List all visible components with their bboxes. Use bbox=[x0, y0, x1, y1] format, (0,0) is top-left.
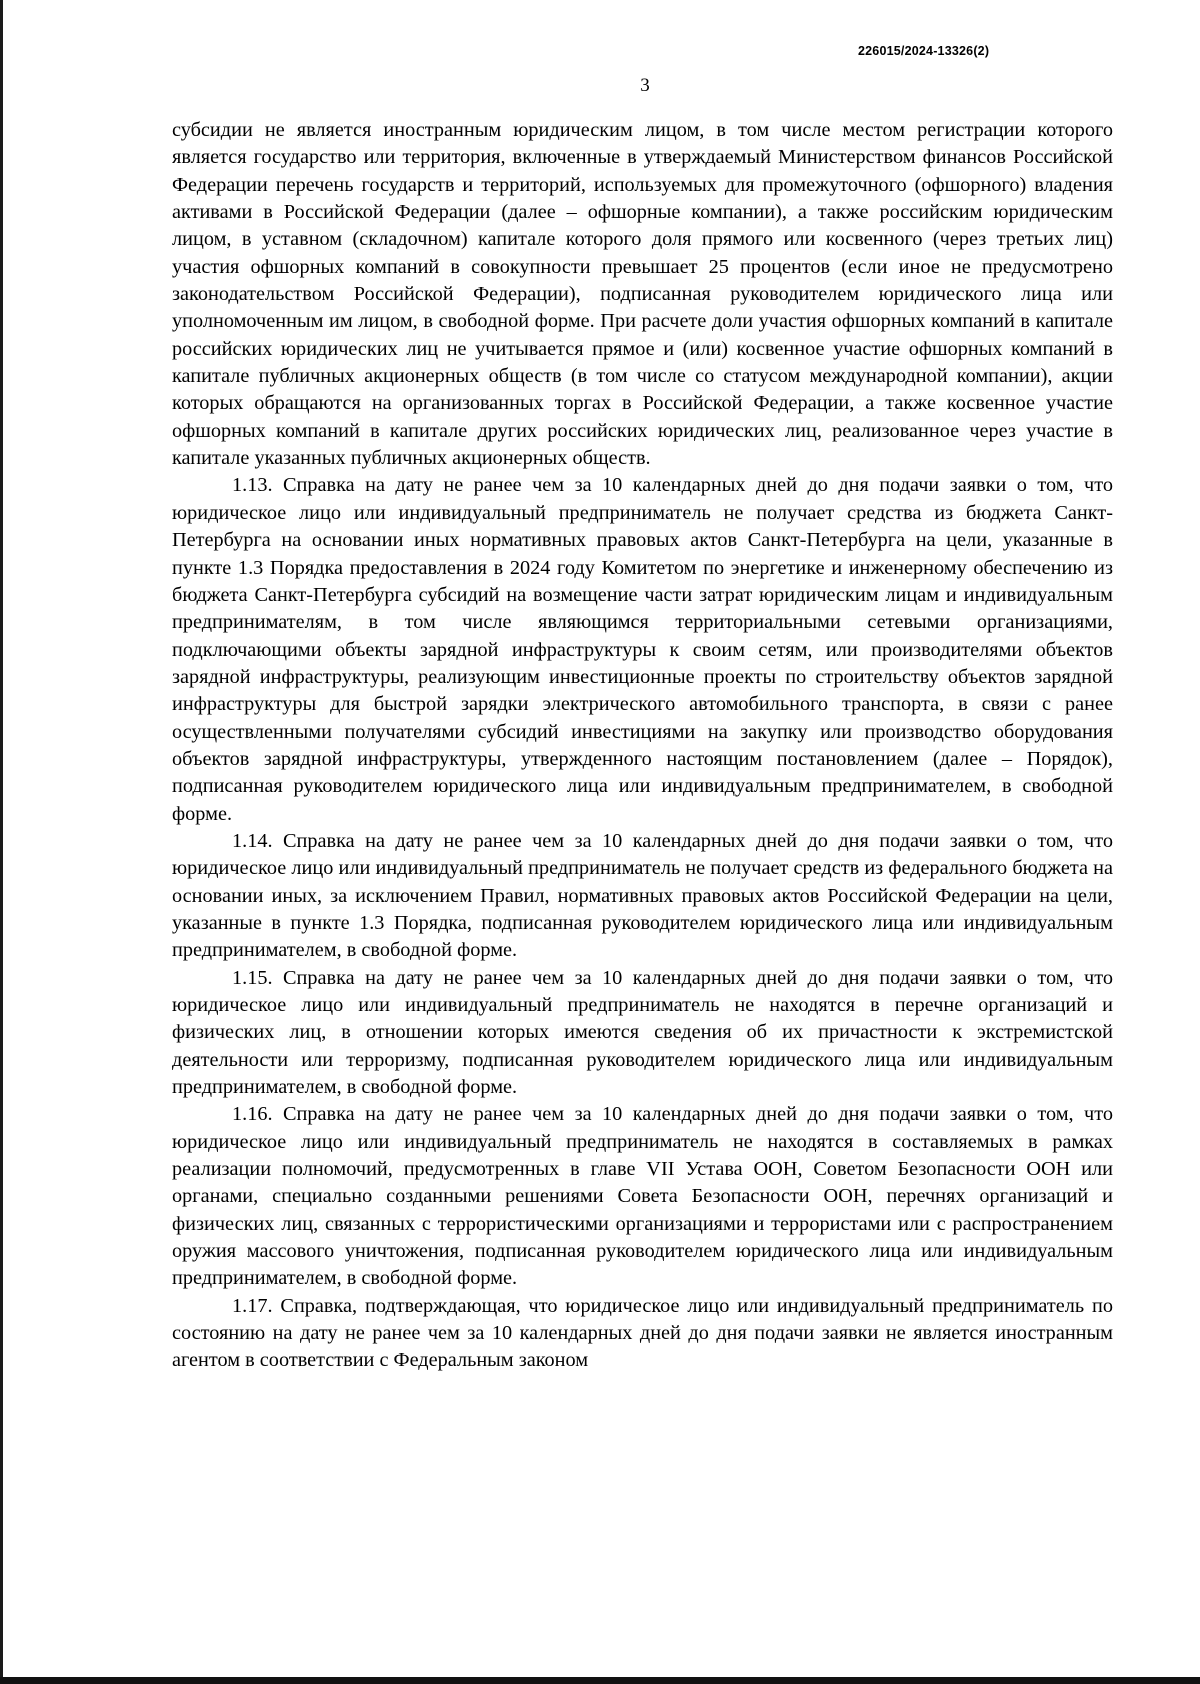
paragraph-1-13: 1.13. Справка на дату не ранее чем за 10 календарных дней до дня подачи заявки о том, что юридическое лицо или индивидуальный предприниматель не получает средства из бюджета Санкт-Петербурга на основании иных нормативных правовых актов Санкт-Петербурга на цели, указанные в пункте 1.3 Порядка предоставления в 2024 году Комитетом по энергетике и инженерному обеспечению из бюджета Санкт-Петербурга субсидий на возмещение части затрат юридическим лицам и индивидуальным предпринимателям, в том числе являющимся территориальными сетевыми организациями, подключающими объекты зарядной инфраструктуры к своим сетям, или производителями объектов зарядной инфраструктуры, реализующим инвестиционные проекты по строительству объектов зарядной инфраструктуры для быстрой зарядки электрического автомобильного транспорта, в связи с ранее осуществленными получателями субсидий инвестициями на закупку или производство оборудования объектов зарядной инфраструктуры, утвержденного настоящим постановлением (далее – Порядок), подписанная руководителем юридического лица или индивидуальным предпринимателем, в свободной форме. bbox=[172, 474, 1113, 825]
paragraph-1-17: 1.17. Справка, подтверждающая, что юридическое лицо или индивидуальный предприниматель по состоянию на дату не ранее чем за 10 календарных дней до дня подачи заявки не является иностранным агентом в соответствии с Федеральным законом bbox=[172, 1294, 1113, 1372]
paragraph-continuation: субсидии не является иностранным юридическим лицом, в том числе местом регистрации которого является государство или территория, включенные в утверждаемый Министерством финансов Российской Федерации перечень государств и территорий, используемых для промежуточного (офшорного) владения активами в Российской Федерации (далее – офшорные компании), а также российским юридическим лицом, в уставном (складочном) капитале которого доля прямого или косвенного (через третьих лиц) участия офшорных компаний в совокупности превышает 25 процентов (если иное не предусмотрено законодательством Российской Федерации), подписанная руководителем юридического лица или уполномоченным им лицом, в свободной форме. При расчете доли участия офшорных компаний в капитале российских юридических лиц не учитывается прямое и (или) косвенное участие офшорных компаний в капитале публичных акционерных обществ (в том числе со статусом международной компании), акции которых обращаются на организованных торгах в Российской Федерации, а также косвенное участие офшорных компаний в капитале других российских юридических лиц, реализованное через участие в капитале указанных публичных акционерных обществ. bbox=[172, 119, 1113, 470]
document-body bbox=[172, 117, 1113, 1375]
paragraph-1-16: 1.16. Справка на дату не ранее чем за 10 календарных дней до дня подачи заявки о том, что юридическое лицо или индивидуальный предприниматель не находятся в составляемых в рамках реализации полномочий, предусмотренных в главе VII Устава ООН, Советом Безопасности ООН или органами, специально созданными решениями Совета Безопасности ООН, перечнях организаций и физических лиц, связанных с террористическими организациями и террористами или с распространением оружия массового уничтожения, подписанная руководителем юридического лица или индивидуальным предпринимателем, в свободной форме. bbox=[172, 1103, 1113, 1290]
page-number: 3 bbox=[640, 75, 650, 96]
paragraph-1-15: 1.15. Справка на дату не ранее чем за 10 календарных дней до дня подачи заявки о том, что юридическое лицо или индивидуальный предприниматель не находятся в перечне организаций и физических лиц, в отношении которых имеются сведения об их причастности к экстремистской деятельности или терроризму, подписанная руководителем юридического лица или индивидуальным предпринимателем, в свободной форме. bbox=[172, 966, 1113, 1099]
document-number: 226015/2024-13326(2) bbox=[858, 44, 990, 58]
scan-edge-bottom bbox=[0, 1677, 1200, 1684]
paragraph-1-14: 1.14. Справка на дату не ранее чем за 10 календарных дней до дня подачи заявки о том, что юридическое лицо или индивидуальный предприниматель не получает средств из федерального бюджета на основании иных, за исключением Правил, нормативных правовых актов Российской Федерации на цели, указанные в пункте 1.3 Порядка, подписанная руководителем юридического лица или индивидуальным предпринимателем, в свободной форме. bbox=[172, 829, 1113, 962]
scan-edge-left bbox=[0, 0, 3, 1684]
